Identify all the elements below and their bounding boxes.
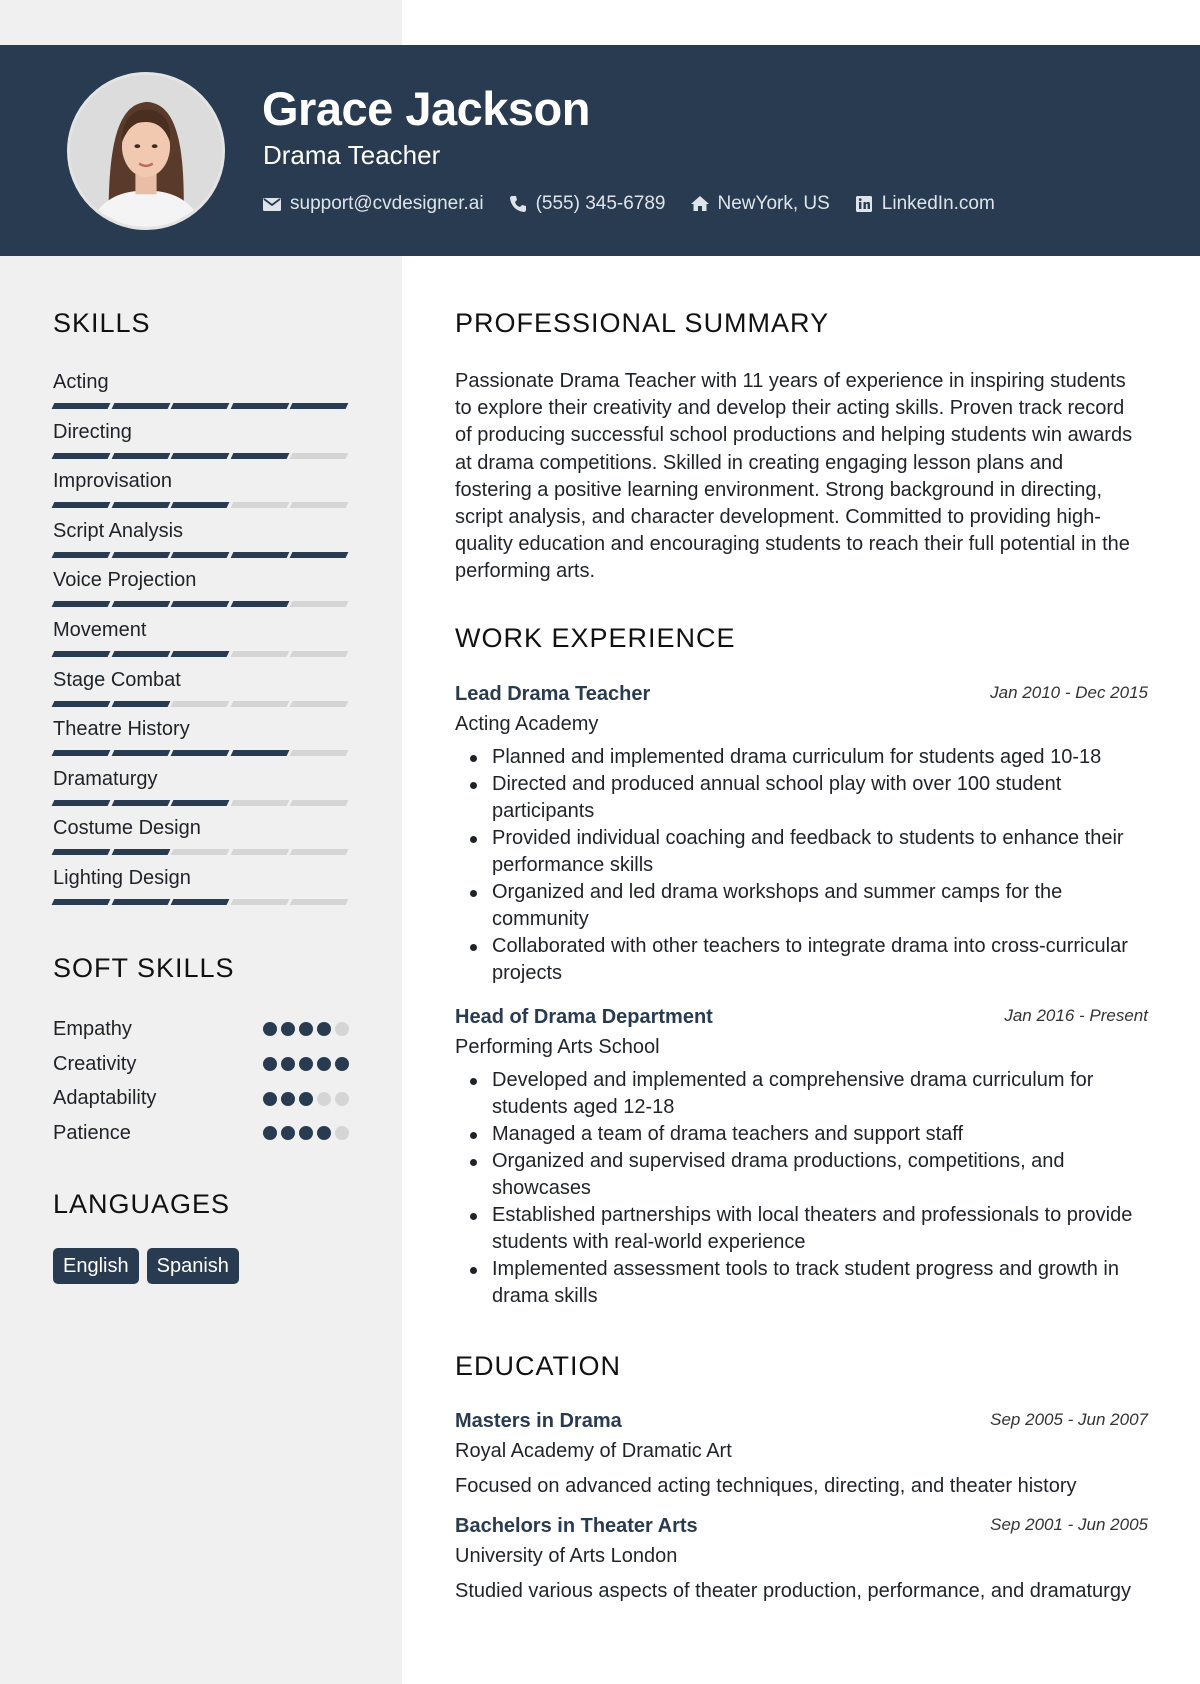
skill-level-segment xyxy=(290,849,348,855)
languages-heading: LANGUAGES xyxy=(53,1189,231,1219)
skill-level-segment xyxy=(171,502,229,508)
skill-level-segment xyxy=(290,800,348,806)
candidate-title: Drama Teacher xyxy=(263,140,441,170)
rating-dot xyxy=(263,1057,277,1071)
language-badge: English xyxy=(53,1248,139,1284)
rating-dot xyxy=(263,1092,277,1106)
skill-level-segment xyxy=(52,453,110,459)
job-bullets xyxy=(455,1067,1148,1310)
skills-heading: SKILLS xyxy=(53,308,151,338)
education-degree: Bachelors in Theater Arts xyxy=(455,1515,698,1537)
education-description: Studied various aspects of theater production, performance, and dramaturgy xyxy=(455,1580,1131,1602)
skill-level-segment xyxy=(52,899,110,905)
skill-name: Directing xyxy=(53,420,132,443)
soft-skills-list xyxy=(53,1012,349,1151)
skill-level-segment xyxy=(230,552,288,558)
experience-item-header xyxy=(455,1006,1148,1033)
skill-level-segment xyxy=(230,701,288,707)
skill-item xyxy=(53,617,349,667)
soft-skills-heading: SOFT SKILLS xyxy=(53,953,235,983)
job-bullet: Collaborated with other teachers to integrate drama into cross-curricular projects xyxy=(455,933,1148,987)
skill-level-segment xyxy=(111,800,169,806)
skill-item xyxy=(53,865,349,915)
skill-level-segment xyxy=(111,651,169,657)
education-school: University of Arts London xyxy=(455,1545,678,1567)
skill-level-segment xyxy=(111,403,169,409)
skill-level-segment xyxy=(111,899,169,905)
rating-dot xyxy=(281,1022,295,1036)
skill-level-segment xyxy=(171,403,229,409)
education-item-header xyxy=(455,1515,1148,1542)
skill-item xyxy=(53,518,349,568)
phone-icon xyxy=(508,194,528,214)
skill-name: Theatre History xyxy=(53,718,190,741)
skill-level-bar xyxy=(53,403,349,409)
skill-level-segment xyxy=(290,601,348,607)
job-role: Head of Drama Department xyxy=(455,1006,713,1028)
skill-level-bar xyxy=(53,552,349,558)
contact-list xyxy=(262,192,1019,216)
skill-level-segment xyxy=(290,651,348,657)
skill-level-segment xyxy=(111,502,169,508)
soft-skill-rating xyxy=(263,1022,349,1036)
rating-dot xyxy=(335,1126,349,1140)
skill-level-segment xyxy=(171,453,229,459)
skill-level-segment xyxy=(230,453,288,459)
contact-location-text: NewYork, US xyxy=(717,193,830,214)
skill-level-segment xyxy=(230,849,288,855)
education-degree: Masters in Drama xyxy=(455,1410,622,1432)
skill-level-segment xyxy=(230,403,288,409)
home-icon xyxy=(690,194,710,214)
skill-level-segment xyxy=(290,750,348,756)
skill-level-segment xyxy=(171,750,229,756)
education-item xyxy=(455,1410,1148,1500)
skill-item xyxy=(53,567,349,617)
education-item-header xyxy=(455,1410,1148,1437)
skill-level-segment xyxy=(171,701,229,707)
skill-level-bar xyxy=(53,849,349,855)
linkedin-icon xyxy=(854,194,874,214)
skill-level-segment xyxy=(230,502,288,508)
rating-dot xyxy=(263,1022,277,1036)
rating-dot xyxy=(317,1022,331,1036)
skill-item xyxy=(53,369,349,419)
avatar xyxy=(67,72,225,230)
skill-level-segment xyxy=(290,403,348,409)
experience-heading: WORK EXPERIENCE xyxy=(455,623,736,653)
skill-level-segment xyxy=(52,750,110,756)
rating-dot xyxy=(281,1126,295,1140)
rating-dot xyxy=(299,1022,313,1036)
soft-skill-name: Adaptability xyxy=(53,1087,157,1110)
education-dates: Sep 2005 - Jun 2007 xyxy=(990,1410,1148,1429)
education-item xyxy=(455,1515,1148,1605)
candidate-name: Grace Jackson xyxy=(262,82,590,135)
skill-level-bar xyxy=(53,800,349,806)
skill-name: Costume Design xyxy=(53,817,201,840)
rating-dot xyxy=(299,1126,313,1140)
rating-dot xyxy=(335,1057,349,1071)
skill-item xyxy=(53,468,349,518)
education-heading: EDUCATION xyxy=(455,1351,622,1381)
job-organization: Performing Arts School xyxy=(455,1036,660,1058)
soft-skill-name: Patience xyxy=(53,1121,131,1144)
skill-level-bar xyxy=(53,899,349,905)
job-bullet: Managed a team of drama teachers and support staff xyxy=(455,1121,1148,1148)
resume-header xyxy=(0,45,1200,256)
soft-skill-item xyxy=(53,1012,349,1047)
experience-item xyxy=(455,1006,1148,1310)
skill-level-bar xyxy=(53,601,349,607)
rating-dot xyxy=(335,1092,349,1106)
job-dates: Jan 2010 - Dec 2015 xyxy=(990,683,1148,702)
rating-dot xyxy=(317,1057,331,1071)
contact-phone-text: (555) 345-6789 xyxy=(535,193,666,214)
job-bullets xyxy=(455,744,1148,987)
skill-name: Stage Combat xyxy=(53,668,181,691)
summary-text: Passionate Drama Teacher with 11 years of experience in inspiring students to explore their creativity and develop their acting skills. Proven track record of producing successful school productions and helping students win awards at drama competitions. Skilled in creating engaging lesson plans and fostering a positive learning environment. Strong background in directing, script analysis, and character development. Committed to providing high-quality education and encouraging students to reach their full potential in the performing arts. xyxy=(455,370,1133,583)
soft-skill-item xyxy=(53,1047,349,1082)
skill-level-segment xyxy=(111,701,169,707)
skill-level-segment xyxy=(52,849,110,855)
skill-level-bar xyxy=(53,651,349,657)
skill-level-segment xyxy=(290,899,348,905)
language-badge: Spanish xyxy=(147,1248,239,1284)
skill-level-segment xyxy=(230,899,288,905)
job-bullet: Organized and led drama workshops and summer camps for the community xyxy=(455,879,1148,933)
rating-dot xyxy=(281,1092,295,1106)
skill-level-segment xyxy=(111,453,169,459)
skill-level-segment xyxy=(171,899,229,905)
skill-level-segment xyxy=(171,849,229,855)
job-bullet: Provided individual coaching and feedback to students to enhance their performance skills xyxy=(455,825,1148,879)
contact-location xyxy=(690,193,830,215)
skill-level-segment xyxy=(111,750,169,756)
job-bullet: Implemented assessment tools to track student progress and growth in drama skills xyxy=(455,1256,1148,1310)
rating-dot xyxy=(299,1092,313,1106)
skill-level-bar xyxy=(53,502,349,508)
skill-level-segment xyxy=(52,502,110,508)
rating-dot xyxy=(263,1126,277,1140)
job-bullet: Planned and implemented drama curriculum for students aged 10-18 xyxy=(455,744,1148,771)
skill-level-segment xyxy=(230,651,288,657)
soft-skill-rating xyxy=(263,1092,349,1106)
rating-dot xyxy=(335,1022,349,1036)
skill-level-segment xyxy=(111,849,169,855)
education-dates: Sep 2001 - Jun 2005 xyxy=(990,1515,1148,1534)
contact-email-text: support@cvdesigner.ai xyxy=(290,193,484,214)
rating-dot xyxy=(317,1092,331,1106)
skill-level-segment xyxy=(171,552,229,558)
skill-name: Movement xyxy=(53,618,147,641)
job-bullet: Directed and produced annual school play with over 100 student participants xyxy=(455,771,1148,825)
contact-email[interactable] xyxy=(262,193,484,215)
skill-level-segment xyxy=(52,651,110,657)
profile-photo xyxy=(70,75,222,227)
skill-level-segment xyxy=(290,502,348,508)
skill-item xyxy=(53,419,349,469)
skill-level-segment xyxy=(171,800,229,806)
skill-level-bar xyxy=(53,701,349,707)
skill-item xyxy=(53,815,349,865)
skill-level-segment xyxy=(52,601,110,607)
soft-skill-item xyxy=(53,1081,349,1116)
soft-skill-name: Empathy xyxy=(53,1017,132,1040)
skill-level-segment xyxy=(111,601,169,607)
rating-dot xyxy=(317,1126,331,1140)
soft-skill-item xyxy=(53,1116,349,1151)
skill-level-segment xyxy=(290,701,348,707)
rating-dot xyxy=(281,1057,295,1071)
job-role: Lead Drama Teacher xyxy=(455,683,651,705)
skill-level-segment xyxy=(171,651,229,657)
skill-level-segment xyxy=(52,800,110,806)
skill-name: Improvisation xyxy=(53,470,172,493)
skill-name: Script Analysis xyxy=(53,519,184,542)
skill-name: Dramaturgy xyxy=(53,767,158,790)
experience-item xyxy=(455,683,1148,987)
skill-level-segment xyxy=(230,750,288,756)
skill-level-segment xyxy=(290,552,348,558)
soft-skill-rating xyxy=(263,1057,349,1071)
envelope-icon xyxy=(262,194,282,214)
summary-heading: PROFESSIONAL SUMMARY xyxy=(455,308,830,338)
skill-level-segment xyxy=(230,601,288,607)
skills-list xyxy=(53,369,349,915)
job-bullet: Organized and supervised drama productions, competitions, and showcases xyxy=(455,1148,1148,1202)
skill-level-segment xyxy=(290,453,348,459)
skill-level-bar xyxy=(53,750,349,756)
soft-skill-name: Creativity xyxy=(53,1052,137,1075)
skill-level-segment xyxy=(171,601,229,607)
skill-item xyxy=(53,716,349,766)
education-school: Royal Academy of Dramatic Art xyxy=(455,1440,732,1462)
skill-name: Lighting Design xyxy=(53,866,191,889)
job-dates: Jan 2016 - Present xyxy=(1004,1006,1148,1025)
skill-level-segment xyxy=(52,701,110,707)
skill-level-segment xyxy=(230,800,288,806)
soft-skill-rating xyxy=(263,1126,349,1140)
skill-name: Voice Projection xyxy=(53,569,197,592)
languages-list xyxy=(53,1248,239,1284)
job-organization: Acting Academy xyxy=(455,713,599,735)
experience-item-header xyxy=(455,683,1148,710)
education-description: Focused on advanced acting techniques, directing, and theater history xyxy=(455,1475,1077,1497)
skill-item xyxy=(53,667,349,717)
skill-level-segment xyxy=(52,552,110,558)
skill-level-segment xyxy=(52,403,110,409)
contact-linkedin[interactable] xyxy=(854,193,995,215)
skill-level-bar xyxy=(53,453,349,459)
job-bullet: Established partnerships with local theaters and professionals to provide students with real-world experience xyxy=(455,1202,1148,1256)
rating-dot xyxy=(299,1057,313,1071)
skill-item xyxy=(53,766,349,816)
skill-name: Acting xyxy=(53,371,109,393)
contact-phone[interactable] xyxy=(508,193,666,215)
skill-level-segment xyxy=(111,552,169,558)
job-bullet: Developed and implemented a comprehensive drama curriculum for students aged 12-18 xyxy=(455,1067,1148,1121)
contact-linkedin-text: LinkedIn.com xyxy=(881,193,995,214)
